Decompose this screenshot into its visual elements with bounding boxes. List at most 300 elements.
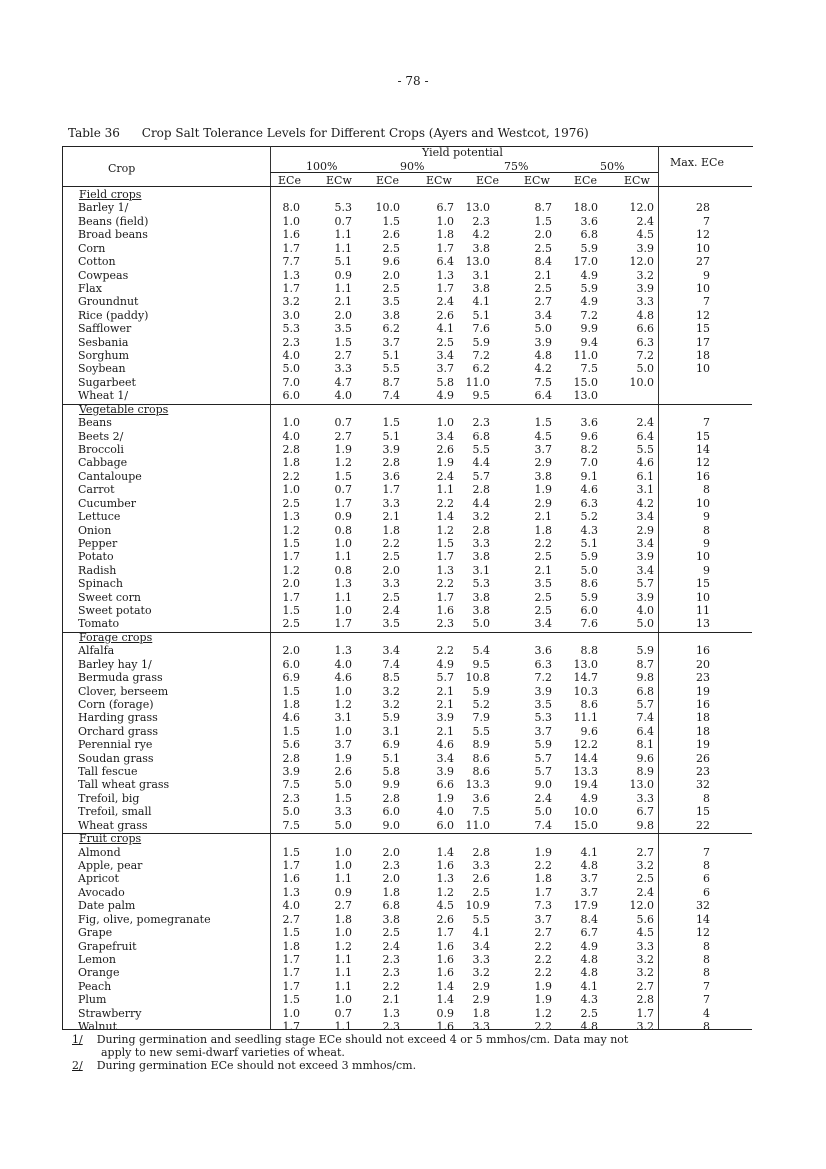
footnote-text: During germination ECe should not exceed 3 mmhos/cm.: [96, 1059, 417, 1072]
table-cell: 5.9: [636, 644, 654, 658]
crop-name: Sesbania: [78, 335, 129, 349]
table-cell: 4.3: [580, 523, 598, 537]
table-cell: 27: [696, 255, 710, 269]
table-cell: 7.2: [636, 349, 654, 363]
table-cell: 13.0: [465, 255, 490, 269]
table-cell: 0.8: [334, 563, 352, 577]
crop-name: Fig, olive, pomegranate: [78, 912, 211, 926]
table-cell: 2.5: [382, 281, 400, 295]
table-cell: 15: [696, 805, 710, 819]
table-cell: 11.1: [573, 711, 598, 725]
table-cell: 5.1: [382, 429, 400, 443]
table-row: [0, 953, 826, 966]
table-cell: 2.2: [534, 859, 552, 872]
table-cell: 3.3: [472, 859, 490, 872]
table-label: Table 36: [68, 126, 120, 140]
table-cell: 6.7: [580, 926, 598, 940]
header-max-ece: Max. ECe: [670, 156, 724, 169]
table-cell: 4.1: [580, 979, 598, 993]
table-cell: 7.4: [382, 389, 400, 403]
table-cell: 4.4: [472, 496, 490, 510]
table-cell: 8.9: [472, 738, 490, 752]
table-row: [0, 362, 826, 375]
crop-name: Bermuda grass: [78, 671, 163, 685]
table-row: [0, 282, 826, 295]
table-cell: 8.6: [472, 751, 490, 765]
crop-name: Wheat 1/: [78, 389, 129, 403]
crop-name: Corn (forage): [78, 697, 154, 711]
table-cell: 10.0: [573, 805, 598, 819]
table-row: [0, 524, 826, 537]
table-cell: 5.0: [534, 322, 552, 336]
table-cell: 4.6: [334, 671, 352, 685]
table-cell: 5.0: [580, 563, 598, 577]
table-cell: 6.9: [282, 671, 300, 685]
table-row: [0, 644, 826, 657]
table-row: [0, 725, 826, 738]
table-row: [0, 752, 826, 765]
table-cell: 1.0: [282, 483, 300, 497]
table-cell: 23: [696, 671, 710, 685]
table-cell: 17.9: [573, 899, 598, 913]
table-cell: 1.1: [436, 483, 454, 497]
table-cell: 5.1: [382, 751, 400, 765]
table-row: [0, 698, 826, 711]
table-cell: 2.6: [472, 872, 490, 886]
table-cell: 2.6: [334, 765, 352, 779]
table-cell: 15: [696, 429, 710, 443]
table-cell: 19: [696, 684, 710, 698]
table-cell: 9.9: [580, 322, 598, 336]
table-cell: 3.3: [472, 1020, 490, 1034]
table-cell: 1.9: [436, 791, 454, 805]
table-cell: 1.6: [436, 1020, 454, 1034]
table-cell: 12.2: [573, 738, 598, 752]
table-cell: 1.1: [334, 241, 352, 255]
table-cell: 3.9: [436, 711, 454, 725]
table-cell: 1.1: [334, 281, 352, 295]
crop-name: Pepper: [78, 536, 118, 550]
table-cell: 10.8: [465, 671, 490, 685]
table-cell: 9.6: [636, 751, 654, 765]
table-cell: 2.2: [436, 496, 454, 510]
header-ece-90: ECe: [376, 174, 399, 187]
table-cell: 0.9: [334, 885, 352, 899]
table-cell: 4.1: [580, 845, 598, 859]
table-cell: 7.9: [472, 711, 490, 725]
table-cell: 4.9: [580, 939, 598, 953]
table-cell: 2.5: [534, 241, 552, 255]
table-cell: 18: [696, 349, 710, 363]
table-cell: 1.7: [436, 926, 454, 940]
table-cell: 3.6: [580, 214, 598, 228]
table-cell: 5.8: [436, 375, 454, 389]
table-cell: 1.5: [334, 469, 352, 483]
table-cell: 3.3: [472, 952, 490, 966]
header-level-50: 50%: [600, 160, 625, 173]
table-cell: 3.7: [382, 335, 400, 349]
table-cell: 3.9: [636, 550, 654, 564]
table-cell: 3.1: [334, 711, 352, 725]
crop-name: Alfalfa: [78, 644, 115, 658]
table-cell: 1.4: [436, 993, 454, 1007]
table-cell: 3.2: [636, 859, 654, 872]
table-cell: 5.0: [334, 818, 352, 832]
crop-name: Date palm: [78, 899, 136, 913]
table-cell: 1.5: [334, 335, 352, 349]
header-ece-75: ECe: [476, 174, 499, 187]
table-cell: 1.1: [334, 952, 352, 966]
table-cell: 0.9: [436, 1006, 454, 1020]
table-cell: 1.6: [436, 952, 454, 966]
table-cell: 1.7: [334, 496, 352, 510]
table-cell: 0.9: [334, 268, 352, 282]
table-cell: 12.0: [629, 201, 654, 215]
table-cell: 4.5: [436, 899, 454, 913]
table-cell: 2.1: [334, 295, 352, 309]
table-cell: 4.8: [580, 966, 598, 980]
table-cell: 1.5: [534, 214, 552, 228]
table-cell: 1.7: [282, 590, 300, 604]
table-cell: 2.2: [534, 952, 552, 966]
table-cell: 9.6: [580, 724, 598, 738]
table-cell: 1.2: [282, 563, 300, 577]
table-cell: 1.4: [436, 979, 454, 993]
table-cell: 3.7: [580, 872, 598, 886]
table-cell: 2.0: [382, 872, 400, 886]
table-cell: 10.0: [629, 375, 654, 389]
table-row: [0, 510, 826, 523]
table-cell: 3.6: [472, 791, 490, 805]
table-cell: 32: [696, 778, 710, 792]
table-cell: 1.9: [534, 483, 552, 497]
table-row: [0, 349, 826, 362]
table-cell: 7.5: [534, 375, 552, 389]
table-cell: 3.8: [472, 281, 490, 295]
table-cell: 3.4: [382, 644, 400, 658]
table-row: [0, 685, 826, 698]
table-cell: 7.3: [534, 899, 552, 913]
table-cell: 3.3: [636, 295, 654, 309]
table-cell: 8.4: [580, 912, 598, 926]
table-cell: 7.5: [282, 778, 300, 792]
section-rule: [62, 833, 752, 834]
table-cell: 3.7: [534, 724, 552, 738]
table-cell: 1.0: [334, 926, 352, 940]
table-row: [0, 886, 826, 899]
table-cell: 4.1: [472, 926, 490, 940]
table-cell: 4.8: [636, 308, 654, 322]
crop-name: Almond: [78, 845, 121, 859]
crop-name: Plum: [78, 993, 107, 1007]
table-cell: 8.6: [580, 577, 598, 591]
table-cell: 8.7: [534, 201, 552, 215]
table-cell: 22: [696, 818, 710, 832]
table-cell: 3.7: [334, 738, 352, 752]
crop-name: Tall wheat grass: [78, 778, 170, 792]
table-cell: 2.5: [382, 241, 400, 255]
table-cell: 1.5: [282, 926, 300, 940]
table-row: [0, 1020, 826, 1033]
table-cell: 18: [696, 711, 710, 725]
crop-name: Peach: [78, 979, 112, 993]
crop-name: Carrot: [78, 483, 115, 497]
table-cell: 3.9: [636, 241, 654, 255]
table-cell: 6.0: [282, 657, 300, 671]
table-cell: 5.2: [472, 697, 490, 711]
table-cell: 4.9: [580, 295, 598, 309]
table-cell: 2.2: [382, 979, 400, 993]
table-cell: 4.5: [534, 429, 552, 443]
crop-name: Onion: [78, 523, 112, 537]
table-cell: 2.7: [334, 349, 352, 363]
table-cell: 2.4: [534, 791, 552, 805]
table-row: [0, 201, 826, 214]
table-cell: 3.2: [636, 952, 654, 966]
table-cell: 3.0: [282, 308, 300, 322]
table-cell: 4: [703, 1006, 710, 1020]
table-cell: 5.9: [472, 335, 490, 349]
table-cell: 1.0: [334, 859, 352, 872]
table-cell: 2.2: [436, 577, 454, 591]
table-cell: 26: [696, 751, 710, 765]
crop-name: Cucumber: [78, 496, 136, 510]
table-cell: 2.7: [636, 979, 654, 993]
table-cell: 5.8: [382, 765, 400, 779]
table-cell: 4.8: [580, 859, 598, 872]
table-cell: 1.5: [282, 536, 300, 550]
header-ecw-50: ECw: [624, 174, 650, 187]
table-cell: 5.7: [636, 577, 654, 591]
table-cell: 7: [703, 845, 710, 859]
table-cell: 3.4: [436, 349, 454, 363]
table-cell: 1.6: [282, 228, 300, 242]
table-cell: 2.5: [282, 496, 300, 510]
crop-name: Grapefruit: [78, 939, 137, 953]
table-cell: 8.0: [282, 201, 300, 215]
table-cell: 3.2: [282, 295, 300, 309]
table-cell: 1.4: [436, 845, 454, 859]
table-cell: 2.7: [334, 899, 352, 913]
table-cell: 3.4: [436, 751, 454, 765]
table-cell: 6.4: [436, 255, 454, 269]
table-cell: 2.5: [382, 926, 400, 940]
table-row: [0, 295, 826, 308]
bottom-rule: [62, 1029, 752, 1030]
table-row: [0, 671, 826, 684]
table-cell: 5.5: [382, 362, 400, 376]
crop-name: Tomato: [78, 617, 120, 631]
table-cell: 7.4: [534, 818, 552, 832]
table-cell: 5.3: [472, 577, 490, 591]
table-cell: 4.0: [636, 604, 654, 618]
table-row: [0, 389, 826, 402]
table-cell: 4.0: [334, 389, 352, 403]
crop-name: Barley hay 1/: [78, 657, 152, 671]
table-cell: 0.9: [334, 510, 352, 524]
table-row: [0, 228, 826, 241]
table-cell: 2.1: [534, 563, 552, 577]
table-cell: 2.0: [382, 845, 400, 859]
table-cell: 3.4: [636, 536, 654, 550]
table-cell: 5.9: [580, 281, 598, 295]
table-cell: 17.0: [573, 255, 598, 269]
table-cell: 1.7: [282, 979, 300, 993]
table-cell: 1.0: [334, 536, 352, 550]
table-cell: 8.7: [382, 375, 400, 389]
table-cell: 5.7: [534, 765, 552, 779]
table-row: [0, 993, 826, 1006]
table-cell: 32: [696, 899, 710, 913]
table-cell: 4.6: [636, 456, 654, 470]
table-row: [0, 765, 826, 778]
table-cell: 4.0: [436, 805, 454, 819]
table-cell: 6.3: [636, 335, 654, 349]
table-cell: 9: [703, 563, 710, 577]
table-cell: 8: [703, 791, 710, 805]
table-cell: 5.5: [636, 442, 654, 456]
crop-name: Sugarbeet: [78, 375, 136, 389]
table-cell: 18.0: [573, 201, 598, 215]
footnote-text: During germination and seedling stage ECe should not exceed 4 or 5 mmhos/cm. Data may not: [96, 1033, 629, 1046]
table-cell: 10.9: [465, 899, 490, 913]
table-cell: 7.4: [636, 711, 654, 725]
table-cell: 2.9: [472, 993, 490, 1007]
table-cell: 5.5: [472, 442, 490, 456]
crop-name: Soybean: [78, 362, 126, 376]
table-cell: 8: [703, 952, 710, 966]
table-cell: 1.7: [282, 1020, 300, 1034]
table-cell: 11.0: [465, 818, 490, 832]
table-cell: 4.5: [636, 228, 654, 242]
table-cell: 4.8: [534, 349, 552, 363]
crop-name: Groundnut: [78, 295, 139, 309]
table-row: [0, 913, 826, 926]
table-cell: 10: [696, 241, 710, 255]
table-cell: 3.3: [334, 805, 352, 819]
table-cell: 2.7: [636, 845, 654, 859]
crop-name: Beans: [78, 416, 112, 430]
table-cell: 2.5: [436, 335, 454, 349]
table-cell: 2.0: [282, 644, 300, 658]
table-cell: 2.3: [382, 966, 400, 980]
table-cell: 2.9: [636, 523, 654, 537]
crop-name: Rice (paddy): [78, 308, 149, 322]
table-cell: 1.8: [382, 523, 400, 537]
header-bottom-rule: [62, 186, 752, 187]
table-cell: 6.7: [636, 805, 654, 819]
table-row: [0, 591, 826, 604]
table-cell: 1.8: [382, 885, 400, 899]
table-title: Crop Salt Tolerance Levels for Different Crops (Ayers and Westcot, 1976): [141, 126, 589, 140]
table-cell: 2.3: [282, 335, 300, 349]
table-cell: 2.1: [382, 993, 400, 1007]
table-cell: 1.0: [334, 845, 352, 859]
table-cell: 2.8: [472, 483, 490, 497]
crop-name: Sweet potato: [78, 604, 152, 618]
table-row: [0, 966, 826, 979]
table-cell: 2.2: [382, 536, 400, 550]
table-cell: 6.0: [382, 805, 400, 819]
table-cell: 9.8: [636, 671, 654, 685]
table-cell: 2.3: [382, 952, 400, 966]
table-row: [0, 456, 826, 469]
header-crop: Crop: [108, 162, 136, 175]
table-cell: 7.5: [282, 818, 300, 832]
table-cell: 8.4: [534, 255, 552, 269]
table-cell: 5.7: [636, 697, 654, 711]
table-cell: 5.9: [472, 684, 490, 698]
table-cell: 1.0: [334, 604, 352, 618]
table-cell: 5.7: [472, 469, 490, 483]
table-row: [0, 819, 826, 832]
table-cell: 8: [703, 859, 710, 872]
table-cell: 3.2: [636, 268, 654, 282]
table-cell: 3.3: [382, 577, 400, 591]
table-cell: 2.2: [282, 469, 300, 483]
table-cell: 5.9: [534, 738, 552, 752]
table-cell: 8.6: [580, 697, 598, 711]
table-cell: 3.7: [580, 885, 598, 899]
crop-name: Spinach: [78, 577, 123, 591]
table-cell: 1.6: [282, 872, 300, 886]
section-title: Fruit crops: [79, 832, 142, 846]
table-cell: 9.0: [534, 778, 552, 792]
table-row: [0, 242, 826, 255]
table-cell: 2.6: [436, 308, 454, 322]
table-cell: 1.8: [334, 912, 352, 926]
table-cell: 1.0: [436, 416, 454, 430]
table-cell: 1.2: [436, 523, 454, 537]
table-cell: 4.2: [534, 362, 552, 376]
table-cell: 2.8: [636, 993, 654, 1007]
table-cell: 7.2: [534, 671, 552, 685]
table-cell: 20: [696, 657, 710, 671]
crop-name: Barley 1/: [78, 201, 129, 215]
footnote-mark: 1/: [72, 1033, 83, 1046]
table-cell: 9.6: [382, 255, 400, 269]
table-cell: 1.7: [334, 617, 352, 631]
table-cell: 8: [703, 1020, 710, 1034]
table-cell: 13.3: [465, 778, 490, 792]
table-cell: 4.4: [472, 456, 490, 470]
table-cell: 1.9: [534, 979, 552, 993]
table-cell: 3.7: [534, 912, 552, 926]
crop-name: Corn: [78, 241, 106, 255]
table-row: [0, 859, 826, 872]
section-title: Vegetable crops: [79, 402, 169, 416]
table-cell: 1.6: [436, 859, 454, 872]
table-cell: 1.1: [334, 228, 352, 242]
table-cell: 3.1: [382, 724, 400, 738]
table-cell: 6.4: [534, 389, 552, 403]
table-cell: 2.8: [472, 845, 490, 859]
table-cell: 7: [703, 214, 710, 228]
table-cell: 2.3: [382, 859, 400, 872]
table-cell: 3.9: [534, 335, 552, 349]
table-cell: 2.0: [382, 268, 400, 282]
table-cell: 4.9: [436, 389, 454, 403]
table-cell: 1.8: [282, 939, 300, 953]
table-cell: 9: [703, 510, 710, 524]
table-cell: 1.9: [534, 845, 552, 859]
footnote-mark: 2/: [72, 1059, 83, 1072]
table-cell: 5.2: [580, 510, 598, 524]
table-cell: 3.8: [472, 590, 490, 604]
table-cell: 2.5: [534, 281, 552, 295]
table-cell: 2.5: [382, 590, 400, 604]
table-cell: 3.9: [636, 281, 654, 295]
